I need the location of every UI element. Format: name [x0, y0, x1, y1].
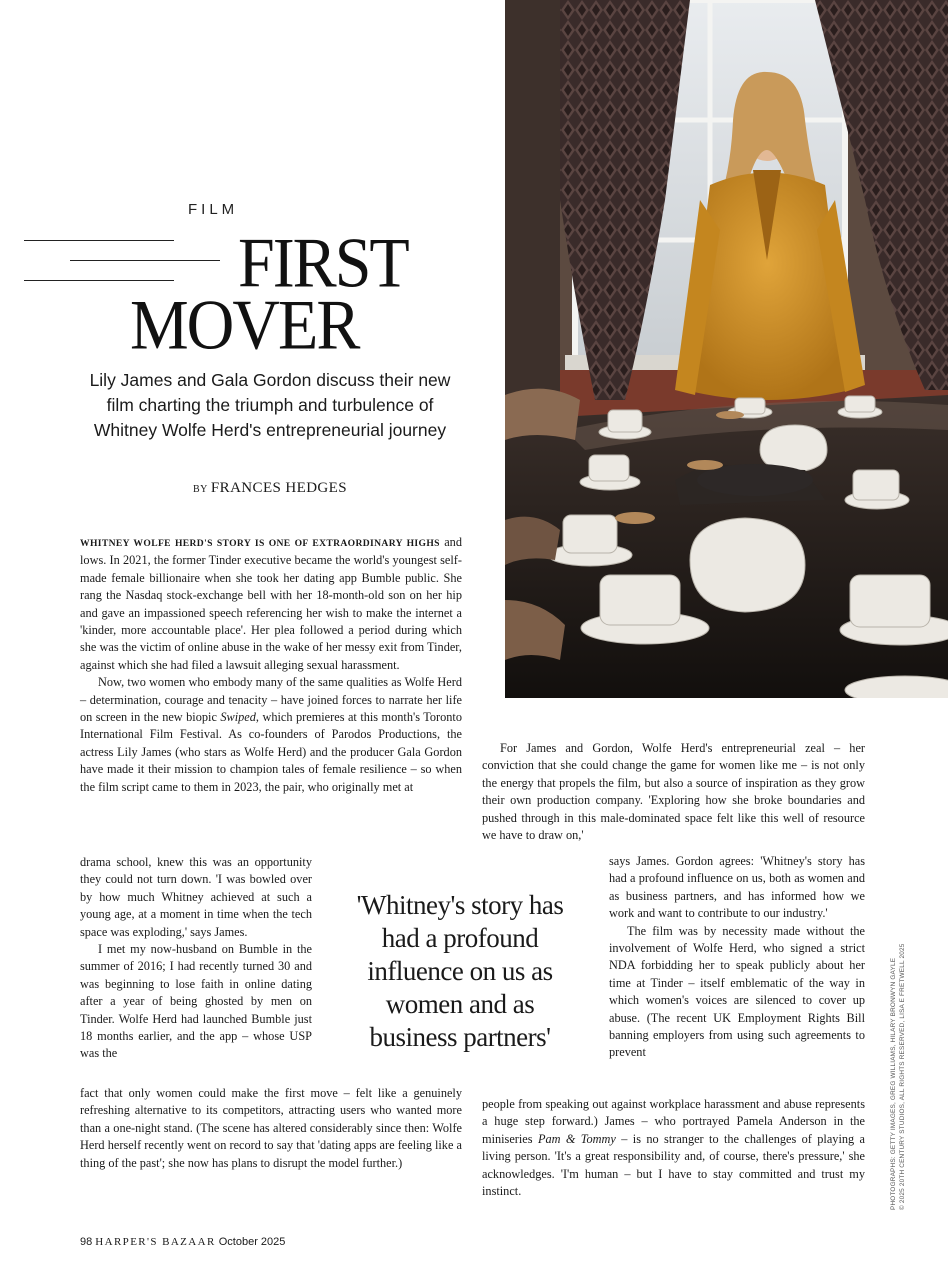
section-label: FILM	[188, 201, 239, 218]
paragraph-1	[80, 534, 462, 674]
paragraph-5-text-b: people from speaking out against workplace harassment and abuse represents a huge step forward.) James – who portrayed Pamela Anderson in the miniseries	[482, 1097, 865, 1146]
paragraph-4-continued: says James. Gordon agrees: 'Whitney's story has had a profound influence on us, both as women and as business partners, and has informed how we work and want to contribute to our industry.'	[609, 854, 865, 921]
photo-credit-line-1: PHOTOGRAPHS: GETTY IMAGES, GREG WILLIAMS, HILARY BRONWYN GAYLE	[890, 957, 897, 1210]
magazine-name: HARPER'S BAZAAR	[95, 1236, 216, 1248]
show-title: Pam & Tommy	[537, 1131, 616, 1146]
page-number: 98	[80, 1236, 93, 1248]
boardroom-scene-image	[505, 0, 948, 698]
issue-date: October 2025	[218, 1236, 286, 1248]
film-title: Swiped	[220, 710, 256, 725]
photo-credit-line-2: © 2025 20TH CENTURY STUDIOS, ALL RIGHTS RESERVED, LISA E FRETWELL 2025	[898, 943, 906, 1210]
paragraph-3: I met my now-husband on Bumble in the summer of 2016; I had recently turned 30 and was beginning to lose faith in online dating after a year of being ghosted by men on Tinder. Wolfe Herd had launched Bumble just 18 months earlier, and the app – whose USP was the	[80, 942, 312, 1061]
body-column-right-top	[482, 740, 865, 844]
paragraph-2-text-b: , which premieres at this month's Toronto International Film Festival. As co-founders of Parodos Productions, the actress Lily James (who stars as Wolfe Herd) and the producer Gala Gordon have made it their mission to champion tales of female resilience – so when the film script came to them in 2023, the pair, who originally met at	[80, 710, 462, 794]
byline-author: FRANCES HEDGES	[210, 480, 347, 496]
photo-credit	[890, 890, 907, 1210]
page-folio	[80, 1236, 285, 1248]
headline-line-2: MOVER	[130, 285, 359, 365]
paragraph-2-text-a: Now, two women who embody many of the same qualities as Wolfe Herd – determination, courage and tenacity – have joined forces to narrate her life on screen in the new biopic	[80, 675, 462, 725]
paragraph-lede: WHITNEY WOLFE HERD'S STORY IS ONE OF EXTRAORDINARY HIGHS	[80, 538, 440, 549]
body-column-left-top	[80, 534, 462, 796]
paragraph-2	[80, 674, 462, 796]
paragraph-4: For James and Gordon, Wolfe Herd's entrepreneurial zeal – her conviction that she could change the game for women like me – is not only the energy that propels the film, but also a source of inspiration as they grow their own production company. 'Exploring how she broke boundaries and pushed through in this male-dominated space felt like this well of resource we have to draw on,'	[482, 741, 865, 843]
paragraph-5-text-c: – is no stranger to the challenges of playing a living person. 'It's a great responsibility and, of course, there's pressure,' she acknowledges. 'I'm human – but I have to stay committed and trust my instinct.	[482, 1131, 865, 1199]
standfirst: Lily James and Gala Gordon discuss their new film charting the triumph and turbulence of Whitney Wolfe Herd's entrepreneurial journey	[89, 370, 451, 440]
pull-quote: 'Whitney's story has had a profound influence on us as women and as business partners'	[356, 890, 564, 1052]
paragraph-2-continued: drama school, knew this was an opportunity they could not turn down. 'I was bowled over by how much Whitney achieved at such a young age, at a moment in time when the tech space was exploding,' says James.	[80, 855, 312, 939]
byline-prefix: BY	[193, 484, 208, 495]
paragraph-3-continued: fact that only women could make the first move – felt like a genuinely refreshing alternative to its competitors, attracting users who wanted more than a one-night stand. (The scene has altered considerably since then: Wolfe Herd herself recently went on record to say that 'dating apps are feeling like a thing of the past'; she now has plans to disrupt the model further.)	[80, 1086, 462, 1170]
paragraph-5: The film was by necessity made without the involvement of Wolfe Herd, who signed a strict NDA forbidding her to speak publicly about her time at Tinder – itself emblematic of the way in which women's voices are silenced to cover up abuse. (The recent UK Employment Rights Bill banning employers from using such agreements to prevent	[609, 923, 865, 1060]
hero-photo	[505, 0, 948, 698]
headline-line-1: FIRST	[238, 223, 408, 303]
paragraph-5-continued	[482, 1096, 865, 1200]
title-rule-middle	[70, 260, 220, 261]
body-column-right-narrow	[609, 853, 865, 1062]
title-rule-bottom	[24, 280, 174, 281]
paragraph-1-text: and lows. In 2021, the former Tinder executive became the world's youngest self-made female billionaire when she took her dating app Bumble public. She rang the Nasdaq stock-exchange bell with her 18-month-old son on her hip and gave an impassioned speech referencing her wish to make the internet a 'kinder, more accountable place'. Her plea followed a period during which she was the victim of online abuse in the wake of her messy exit from Tinder, against which she had filed a lawsuit alleging sexual harassment.	[80, 535, 462, 672]
body-column-right-bottom	[482, 1096, 865, 1200]
body-column-left-bottom	[80, 1085, 462, 1172]
title-rule-top	[24, 240, 174, 241]
byline	[80, 480, 460, 497]
body-column-left-narrow	[80, 854, 312, 1063]
